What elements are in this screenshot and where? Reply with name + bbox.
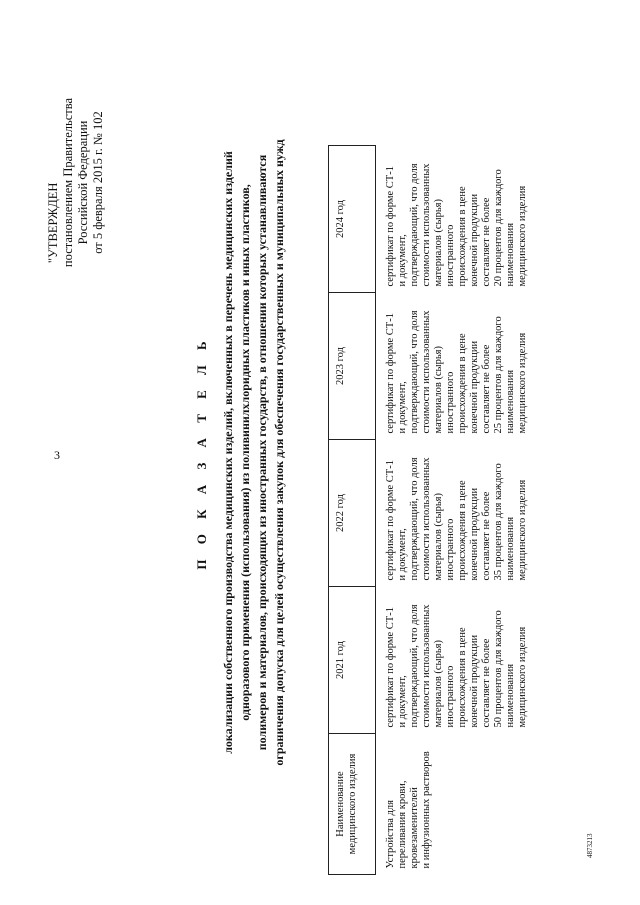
approval-line-1: "УТВЕРЖДЕН <box>46 182 60 264</box>
cell-line: медицинского изделия <box>517 185 528 287</box>
cell-line: наименования <box>505 516 516 581</box>
cell-line: происхождения в цене <box>457 627 468 728</box>
approval-line-2: постановлением Правительства <box>61 98 75 268</box>
cell-2021 <box>376 587 534 734</box>
cell-line: наименования <box>505 369 516 434</box>
document-id: 4873213 <box>586 833 594 858</box>
subtitle-line: локализации собственного производства медицинских изделий, включенных в перечень медицинских изделий <box>221 151 235 754</box>
table-header-row <box>329 146 376 875</box>
cell-line: и документ, <box>397 528 408 581</box>
cell-line: медицинского изделия <box>517 479 528 581</box>
header-2024: 2024 год <box>329 146 376 293</box>
cell-line: материалов (сырья) <box>433 493 444 581</box>
title-heading: П О К А З А Т Е Л Ь <box>194 335 209 570</box>
cell-line: материалов (сырья) <box>433 640 444 728</box>
subtitle-line: ограничения допуска для целей осуществления закупок для обеспечения государственных и муниципальных нужд <box>272 139 286 766</box>
cell-line: стоимости использованных <box>421 457 432 581</box>
cell-line: иностранного <box>445 224 456 287</box>
header-2023: 2023 год <box>329 293 376 440</box>
cell-line: и документ, <box>397 381 408 434</box>
page-number: 3 <box>54 448 60 462</box>
cell-line: происхождения в цене <box>457 333 468 434</box>
cell-line: составляет не более <box>481 344 492 434</box>
cell-line: сертификат по форме СТ-1 <box>385 460 396 581</box>
cell-line: конечной продукции <box>469 193 480 287</box>
cell-line: подтверждающий, что доля <box>409 604 420 728</box>
cell-line: составляет не более <box>481 197 492 287</box>
cell-line: сертификат по форме СТ-1 <box>385 166 396 287</box>
cell-line: сертификат по форме СТ-1 <box>385 607 396 728</box>
cell-line: 50 процентов для каждого <box>493 610 504 728</box>
title-subtitle <box>220 40 288 865</box>
cell-line: подтверждающий, что доля <box>409 457 420 581</box>
cell-line: конечной продукции <box>469 634 480 728</box>
cell-line: конечной продукции <box>469 487 480 581</box>
cell-line: подтверждающий, что доля <box>409 163 420 287</box>
cell-line: иностранного <box>445 371 456 434</box>
cell-line: 35 процентов для каждого <box>493 463 504 581</box>
subtitle-line: полимеров и материалов, происходящих из иностранных государств, в отношении которых устанавливаются <box>255 154 269 751</box>
cell-line: и инфузионных растворов <box>421 751 432 869</box>
cell-line: и документ, <box>397 234 408 287</box>
cell-2024 <box>376 146 534 293</box>
cell-line: происхождения в цене <box>457 480 468 581</box>
cell-line: составляет не более <box>481 638 492 728</box>
cell-line: стоимости использованных <box>421 310 432 434</box>
cell-line: конечной продукции <box>469 340 480 434</box>
cell-line: переливания крови, <box>397 780 408 869</box>
cell-line: материалов (сырья) <box>433 199 444 287</box>
cell-line: 20 процентов для каждого <box>493 169 504 287</box>
subtitle-line: одноразового применения (использования) из поливинилхлоридных пластиков и иных пластиков, <box>238 184 252 721</box>
cell-line: иностранного <box>445 665 456 728</box>
cell-line: материалов (сырья) <box>433 346 444 434</box>
cell-line: и документ, <box>397 675 408 728</box>
cell-line: происхождения в цене <box>457 186 468 287</box>
cell-line: иностранного <box>445 518 456 581</box>
document-title <box>194 40 288 865</box>
approval-stamp <box>46 98 106 267</box>
header-product-name: Наименование медицинского изделия <box>329 734 376 875</box>
cell-product-name <box>376 734 534 875</box>
header-2022: 2022 год <box>329 440 376 587</box>
cell-line: медицинского изделия <box>517 626 528 728</box>
cell-line: медицинского изделия <box>517 332 528 434</box>
cell-line: стоимости использованных <box>421 163 432 287</box>
table-row <box>376 146 534 875</box>
cell-2022 <box>376 440 534 587</box>
cell-line: кровезаменителей <box>409 787 420 869</box>
indicator-table <box>328 145 533 875</box>
approval-line-4: от 5 февраля 2015 г. № 102 <box>91 111 105 254</box>
header-2021: 2021 год <box>329 587 376 734</box>
cell-line: подтверждающий, что доля <box>409 310 420 434</box>
approval-line-3: Российской Федерации <box>76 120 90 245</box>
cell-line: составляет не более <box>481 491 492 581</box>
cell-line: стоимости использованных <box>421 604 432 728</box>
cell-2023 <box>376 293 534 440</box>
cell-line: Устройства для <box>385 800 396 869</box>
cell-line: наименования <box>505 222 516 287</box>
cell-line: 25 процентов для каждого <box>493 316 504 434</box>
cell-line: сертификат по форме СТ-1 <box>385 313 396 434</box>
cell-line: наименования <box>505 663 516 728</box>
